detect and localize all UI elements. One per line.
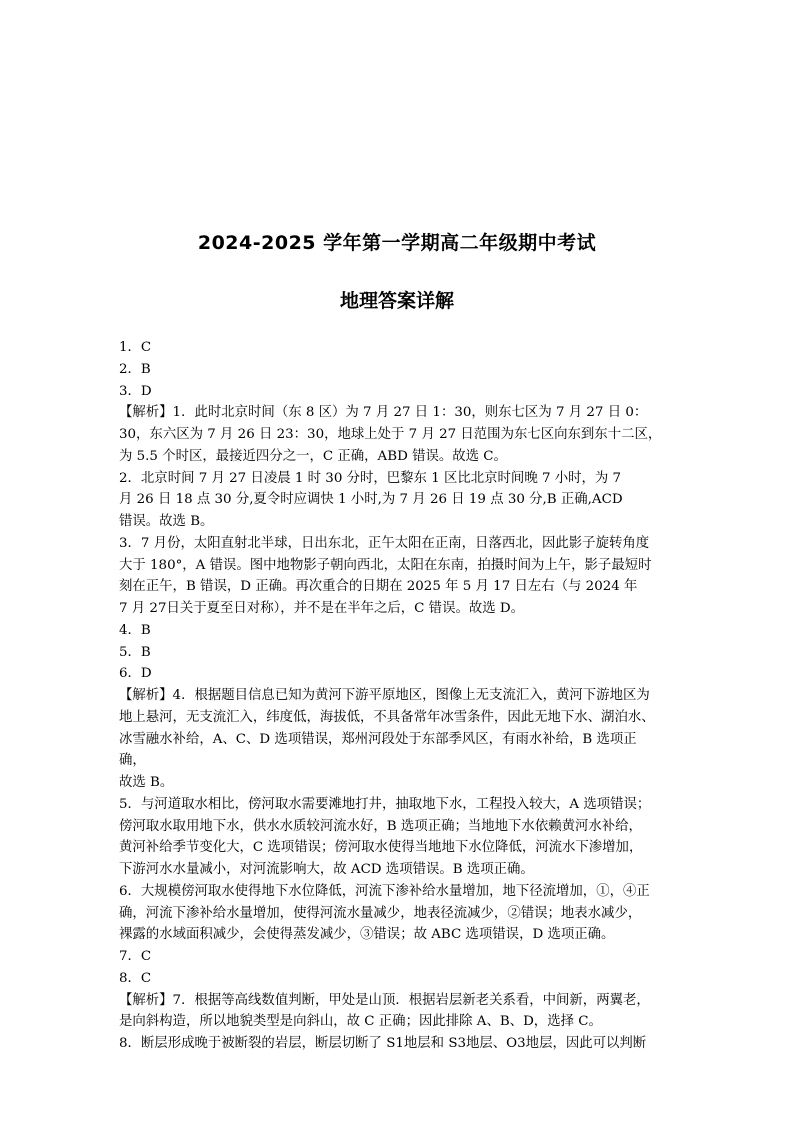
text-line: 7 月 27日关于夏至日对称），并不是在半年之后，C 错误。故选 D。 — [119, 601, 525, 616]
text-line: 7．C — [119, 949, 152, 964]
text-line: 是向斜构造，所以地貌类型是向斜山，故 C 正确；因此排除 A、B、D，选择 C。 — [119, 1014, 602, 1030]
text-line: 2．北京时间 7 月 27 日凌晨 1 时 30 分时，巴黎东 1 区比北京时间晚 7 小时，为 7 — [119, 470, 622, 486]
text-line: 月 26 日 18 点 30 分,夏令时应调快 1 小时,为 7 月 26 日 19 点 30 分,B 正确,ACD — [119, 492, 623, 508]
text-line: 下游河水水量减小，对河流影响大，故 ACD 选项错误。B 选项正确。 — [119, 862, 534, 877]
text-line: 【解析】1．此时北京时间（东 8 区）为 7 月 27 日 1：30，则东七区为 7 月 27 日 0： — [119, 405, 648, 421]
text-line: 1．C — [119, 340, 152, 355]
text-line: 8．C — [119, 970, 152, 986]
text-line: 4．B — [119, 622, 151, 638]
text-line: 【解析】4．根据题目信息已知为黄河下游平原地区，图像上无支流汇入，黄河下游地区为 — [119, 688, 650, 703]
text-line: 黄河补给季节变化大，C 选项错误；傍河取水使得当地地下水位降低，河流水下渗增加， — [119, 840, 643, 856]
text-line: 错误。故选 B。 — [119, 514, 214, 529]
text-line: 【解析】7．根据等高线数值判断，甲处是山顶．根据岩层新老关系看，中间新，两翼老， — [119, 992, 650, 1008]
text-line: 为 5.5 个时区，最接近四分之一，C 正确，ABD 错误。故选 C。 — [119, 448, 507, 464]
text-line: 冰雪融水补给，A、C、D 选项错误，郑州河段处于东部季风区，有雨水补给，B 选项正 — [119, 731, 637, 747]
text-line: 2．B — [119, 361, 151, 377]
document-title: 2024-2025 学年第一学期高二年级期中考试 — [197, 232, 597, 254]
text-line: 故选 B。 — [119, 775, 174, 790]
text-line: 30，东六区为 7 月 26 日 23：30，地球上处于 7 月 27 日范围为东七区向东到东十二区， — [119, 427, 662, 442]
text-line: 3．D — [119, 383, 152, 399]
text-line: 确， — [119, 753, 146, 769]
text-line: 刻在正午，B 错误，D 正确。再次重合的日期在 2025 年 5 月 17 日左右（与 2024 年 — [119, 579, 638, 595]
text-line: 3．7 月份，太阳直射北半球，日出东北，正午太阳在正南，日落西北，因此影子旋转角度 — [119, 535, 650, 551]
answer-body — [119, 337, 679, 1055]
text-line: 6．大规模傍河取水使得地下水位降低，河流下渗补给水量增加，地下径流增加，①，④正 — [119, 883, 650, 899]
text-line: 大于 180°，A 错误。图中地物影子朝向西北，太阳在东南，拍摄时间为上午，影子最短时 — [119, 557, 652, 573]
text-line: 傍河取水取用地下水，供水水质较河流水好，B 选项正确；当地地下水依赖黄河水补给， — [119, 818, 642, 834]
text-line: 6．D — [119, 666, 152, 682]
document-subtitle: 地理答案详解 — [339, 290, 454, 312]
text-line: 确，河流下渗补给水量增加，使得河流水量减少，地表径流减少，②错误；地表水减少， — [119, 905, 642, 921]
text-line: 裸露的水域面积减少，会使得蒸发减少，③错误；故 ABC 选项错误，D 选项正确。 — [119, 927, 615, 943]
text-line: 地上悬河，无支流汇入，纬度低，海拔低，不具备常年冰雪条件，因此无地下水、湖泊水、 — [119, 709, 655, 725]
text-line: 5．与河道取水相比，傍河取水需要滩地打井，抽取地下水，工程投入较大，A 选项错误； — [119, 796, 651, 812]
text-line: 5．B — [119, 644, 151, 660]
text-line: 8．断层形成晚于被断裂的岩层，断层切断了 S1地层和 S3地层、O3地层，因此可以判断 — [119, 1036, 647, 1051]
